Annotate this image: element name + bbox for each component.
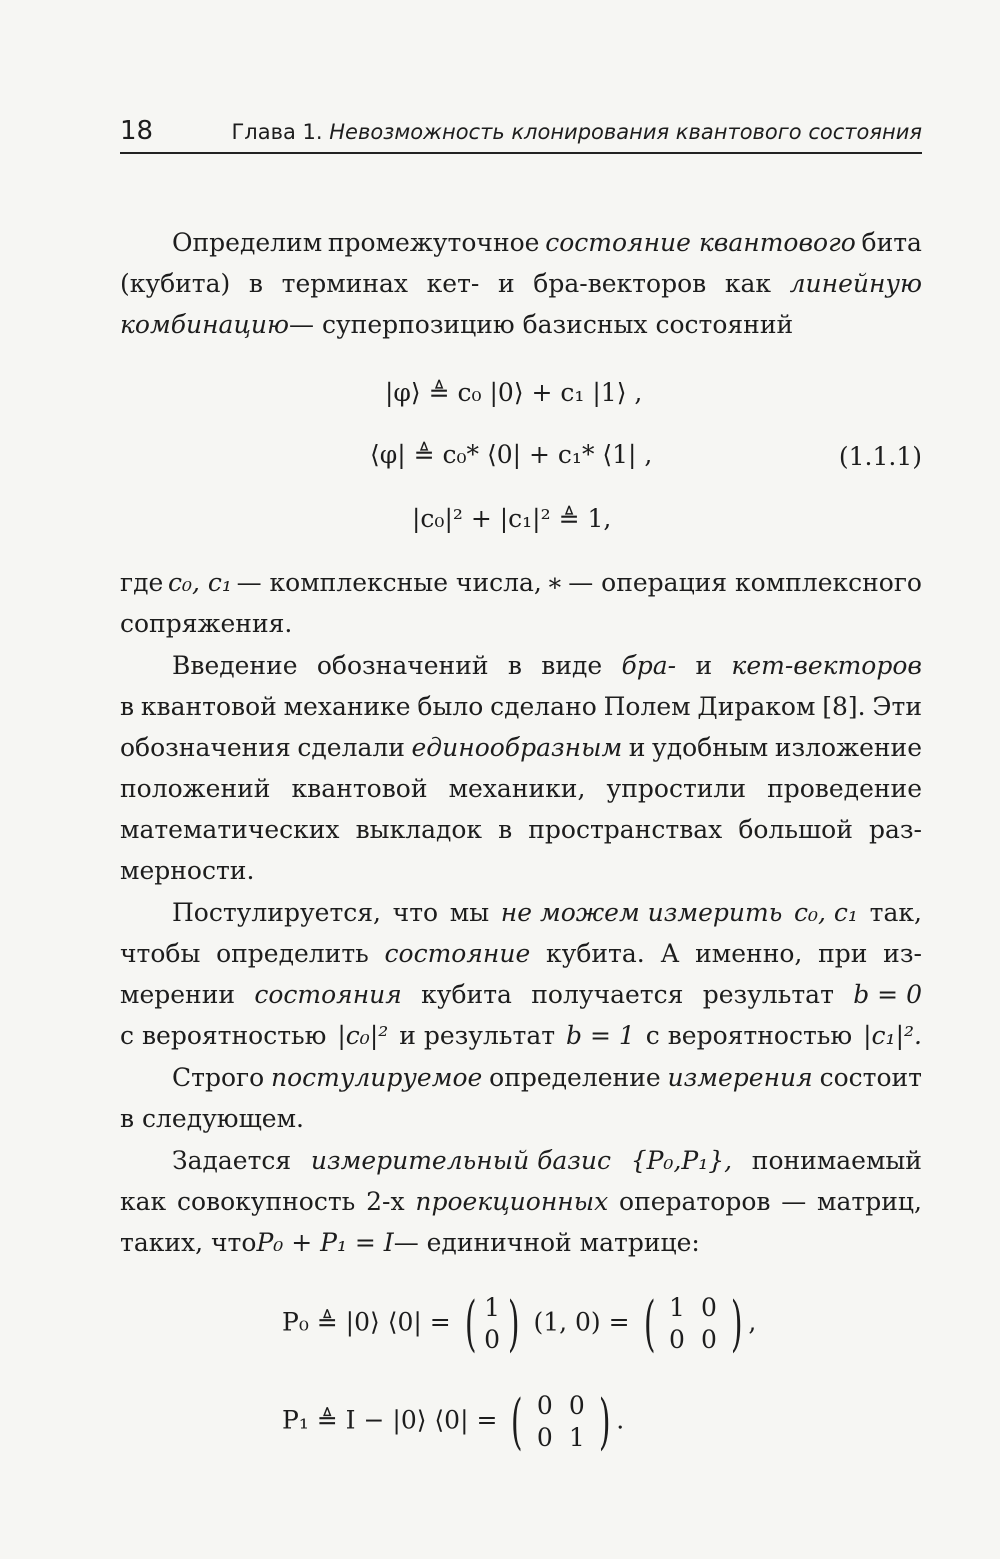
word: большой — [738, 815, 853, 844]
word: в — [120, 692, 135, 721]
running-header — [120, 112, 922, 154]
matrix-cell: 0 — [568, 1391, 585, 1420]
word: раз- — [868, 815, 922, 844]
matrix-p1: ( 0 0 0 1 ) — [511, 1387, 611, 1457]
word: — — [781, 1187, 807, 1216]
text-run: и результат — [399, 1021, 556, 1050]
word: Строго — [172, 1063, 265, 1092]
word: Определим — [172, 228, 323, 257]
word: состоит — [819, 1063, 922, 1092]
word: Полем — [603, 692, 691, 721]
italic-word: состояние — [384, 939, 531, 968]
chapter-title: Невозможность клонирования квантового состояния — [329, 120, 922, 144]
math-inline: |c₀|² — [337, 1021, 389, 1050]
word: изложение — [774, 733, 922, 762]
word: что — [392, 898, 439, 927]
word: и — [497, 269, 515, 298]
word: бра-векторов — [533, 269, 707, 298]
word: из- — [883, 939, 922, 968]
chapter-label: Глава 1. — [231, 120, 323, 144]
p0-lhs: P₀ ≜ |0⟩ ⟨0| = — [282, 1307, 451, 1337]
text-line — [120, 850, 922, 891]
text-run: таких, что — [120, 1228, 257, 1257]
italic-word: кет-векторов — [731, 651, 922, 680]
text-line — [120, 809, 922, 850]
text-line — [120, 892, 922, 933]
matrix-cell: 1 — [568, 1423, 585, 1452]
text-line — [120, 603, 922, 644]
vector-cell: 0 — [484, 1325, 501, 1354]
text-line — [120, 933, 922, 974]
word: как — [724, 269, 771, 298]
text-line — [120, 263, 922, 304]
word: результат — [702, 980, 834, 1009]
matrix-cell: 0 — [668, 1325, 685, 1354]
italic-word: проекционных — [415, 1187, 609, 1216]
word: сделано — [490, 692, 597, 721]
matrix-cell: 0 — [700, 1325, 717, 1354]
math-inline: ∗ — [546, 568, 564, 597]
matrix-cell: 0 — [536, 1391, 553, 1420]
equation-ket: |φ⟩ ≜ c₀ |0⟩ + c₁ |1⟩ , — [385, 378, 643, 407]
word: упростили — [606, 774, 746, 803]
word: положений — [120, 774, 271, 803]
word: получается — [531, 980, 684, 1009]
word: механики, — [448, 774, 586, 803]
word: бита — [861, 228, 922, 257]
math-inline: P₀ + P₁ = I — [256, 1228, 394, 1257]
word: Задается — [172, 1146, 292, 1175]
word: Введение — [172, 651, 298, 680]
math-inline: {P₀,P₁}, — [630, 1146, 733, 1175]
page-number: 18 — [120, 116, 154, 146]
text-line — [120, 1057, 922, 1098]
text-run: — единичной матрице: — [393, 1228, 700, 1257]
word: где — [120, 568, 164, 597]
paragraph-6 — [120, 1140, 922, 1263]
italic-word: постулируемое — [271, 1063, 483, 1092]
text-line — [120, 1015, 922, 1056]
word: при — [818, 939, 868, 968]
italic-word: комбинацию — [120, 310, 289, 339]
column-vector: ( 1 0 ) — [464, 1289, 520, 1359]
word: Постулируется, — [172, 898, 381, 927]
vector-cell: 1 — [484, 1293, 501, 1322]
word: обозначений — [316, 651, 489, 680]
word: терминах — [281, 269, 409, 298]
punctuation: , — [748, 1307, 757, 1337]
paragraph-2 — [120, 562, 922, 644]
text-run: — операция комплексного — [568, 568, 922, 597]
text-run: мерности. — [120, 856, 255, 885]
word: кет- — [426, 269, 480, 298]
word: (кубита) — [120, 269, 231, 298]
p1-lhs: P₁ ≜ I − |0⟩ ⟨0| = — [282, 1405, 498, 1435]
text-run: с вероятностью — [645, 1021, 853, 1050]
text-run: сопряжения. — [120, 609, 293, 638]
text-line — [120, 727, 922, 768]
word: математических — [120, 815, 340, 844]
text-run: — суперпозицию базисных состояний — [289, 310, 794, 339]
text-line — [120, 562, 922, 603]
text-line — [120, 768, 922, 809]
math-inline: c₀, c₁ — [794, 898, 858, 927]
italic-phrase: не можем измерить — [500, 898, 783, 927]
italic-word: бра- — [621, 651, 677, 680]
italic-phrase: измерительный базис — [310, 1146, 612, 1175]
word: в — [507, 651, 522, 680]
math-inline: b = 1 — [566, 1021, 635, 1050]
equation-bra: ⟨φ| ≜ c₀* ⟨0| + c₁* ⟨1| , — [370, 440, 653, 469]
projector-p1-equation — [282, 1387, 625, 1457]
word: Эти — [872, 692, 922, 721]
matrix-cell: 0 — [700, 1293, 717, 1322]
text-line — [120, 974, 922, 1015]
word: и — [628, 733, 646, 762]
word: проведение — [767, 774, 922, 803]
text-line — [120, 304, 922, 345]
word: кубита — [421, 980, 512, 1009]
word: и — [695, 651, 713, 680]
word: квантовой — [291, 774, 428, 803]
word: как — [120, 1187, 167, 1216]
word: кубита. — [545, 939, 645, 968]
equation-number: (1.1.1) — [838, 442, 922, 471]
word: удобным — [652, 733, 769, 762]
matrix-p0: ( 1 0 0 0 ) — [643, 1289, 743, 1359]
paragraph-1 — [120, 222, 922, 345]
word: промежуточное — [327, 228, 540, 257]
word: квантовой — [140, 692, 277, 721]
math-inline: c₀, c₁ — [167, 568, 232, 597]
word: Дираком — [697, 692, 816, 721]
word: определение — [489, 1063, 661, 1092]
text-line — [120, 1222, 922, 1263]
text-run: — комплексные числа, — [236, 568, 542, 597]
math-inline: |c₁|². — [863, 1021, 922, 1050]
word: механике — [283, 692, 411, 721]
word: обозначения — [120, 733, 291, 762]
paragraph-3 — [120, 645, 922, 891]
word: пространствах — [528, 815, 723, 844]
chapter-heading — [232, 120, 923, 144]
word: именно, — [695, 939, 803, 968]
text-line — [120, 1140, 922, 1181]
paragraph-4 — [120, 892, 922, 1056]
text-line — [120, 645, 922, 686]
word: совокупность — [176, 1187, 356, 1216]
italic-phrase: состояние квантового — [545, 228, 856, 257]
italic-word: состояния — [254, 980, 402, 1009]
word: матриц, — [817, 1187, 922, 1216]
word: понимаемый — [751, 1146, 922, 1175]
italic-word: линейную — [789, 269, 922, 298]
italic-word: измерения — [667, 1063, 813, 1092]
word: определить — [216, 939, 369, 968]
word: так, — [869, 898, 922, 927]
paragraph-5 — [120, 1057, 922, 1139]
projector-p0-equation — [282, 1289, 757, 1359]
word: сделали — [297, 733, 405, 762]
matrix-cell: 0 — [536, 1423, 553, 1452]
word: было — [417, 692, 484, 721]
row-vector: (1, 0) = — [533, 1307, 630, 1337]
italic-word: единообразным — [411, 733, 623, 762]
word: чтобы — [120, 939, 201, 968]
equation-normalization: |c₀|² + |c₁|² ≜ 1, — [412, 504, 612, 533]
citation: [8]. — [822, 692, 866, 721]
text-line — [120, 686, 922, 727]
text-line — [120, 1098, 922, 1139]
word: А — [660, 939, 680, 968]
text-run: с вероятностью — [120, 1021, 327, 1050]
text-run: в следующем. — [120, 1104, 304, 1133]
text-line — [120, 1181, 922, 1222]
punctuation: . — [616, 1405, 625, 1435]
word: в — [498, 815, 513, 844]
word: выкладок — [355, 815, 483, 844]
math-inline: b = 0 — [853, 980, 922, 1009]
word: мы — [449, 898, 490, 927]
word: операторов — [619, 1187, 771, 1216]
word: в — [248, 269, 263, 298]
word: виде — [541, 651, 603, 680]
word: 2-х — [366, 1187, 405, 1216]
matrix-cell: 1 — [668, 1293, 685, 1322]
text-line — [120, 222, 922, 263]
word: мерении — [120, 980, 236, 1009]
